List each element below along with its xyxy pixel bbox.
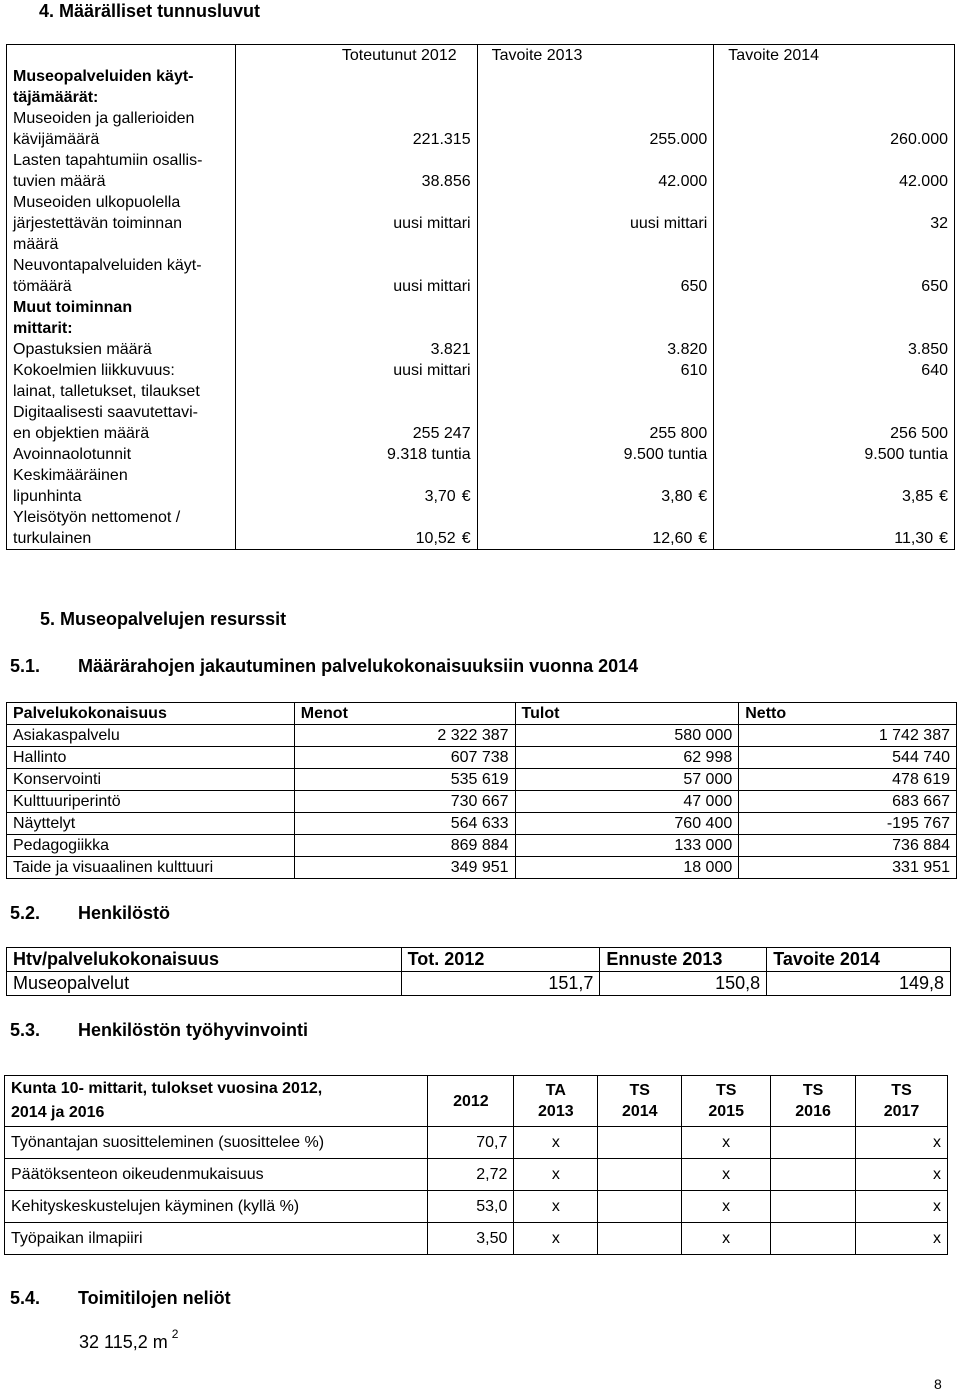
value-text: 9.500 tuntia: [864, 446, 948, 463]
value-text: uusi mittari: [393, 278, 471, 295]
value-text: 3,80: [661, 488, 693, 505]
value-cell: 150,8: [600, 972, 767, 996]
value-cell: x: [682, 1223, 771, 1255]
value-text: 12,60: [652, 530, 693, 547]
table-row: [7, 791, 957, 813]
value-cell: 70,7: [428, 1127, 514, 1159]
row-label: Museopalveluiden käyt- täjämäärät:: [7, 66, 236, 108]
value-cell: [714, 108, 955, 150]
value-cell: [477, 192, 714, 255]
euro-icon: €: [939, 488, 948, 505]
value-text: 32: [930, 215, 948, 232]
table-row: [7, 255, 955, 297]
value-cell: [235, 108, 477, 150]
row-label: Kulttuuriperintö: [7, 791, 295, 813]
value-cell: 133 000: [515, 835, 739, 857]
section-number: 5.4.: [10, 1288, 41, 1308]
value-cell: 349 951: [294, 857, 515, 879]
row-label: Museopalvelut: [7, 972, 402, 996]
value-cell: [771, 1127, 856, 1159]
value-text: 3.820: [667, 341, 708, 358]
value-cell: x: [514, 1127, 598, 1159]
value-cell: 478 619: [739, 769, 957, 791]
value-cell: x: [514, 1191, 598, 1223]
table-row: [7, 857, 957, 879]
value-text: 255 247: [412, 425, 471, 442]
section-title: Henkilöstön työhyvinvointi: [78, 1020, 309, 1040]
value-cell: 607 738: [294, 747, 515, 769]
header-label-line2: 2014 ja 2016: [11, 1104, 105, 1121]
section-title: Toimitilojen neliöt: [78, 1288, 231, 1308]
value-cell: [477, 339, 714, 360]
value-text: 256 500: [890, 425, 948, 442]
value-text: 610: [680, 362, 708, 379]
table-row: [7, 507, 955, 550]
floor-area-value: 32 115,2 m: [79, 1332, 168, 1352]
value-cell: [598, 1223, 682, 1255]
euro-icon: €: [698, 488, 708, 505]
section-5-1-heading: [10, 656, 638, 677]
row-label: Neuvontapalveluiden käyt- tömäärä: [7, 255, 236, 297]
value-cell: -195 767: [739, 813, 957, 835]
value-cell: [235, 297, 477, 339]
staff-table: [6, 947, 951, 996]
table-row: [7, 465, 955, 507]
header-label: [5, 1076, 428, 1127]
value-cell: x: [856, 1191, 948, 1223]
value-cell: 1 742 387: [739, 725, 957, 747]
section-5-4-heading: [10, 1288, 231, 1309]
floor-area: [79, 1327, 179, 1353]
value-cell: [477, 360, 714, 402]
value-text: 255.000: [649, 131, 708, 148]
column-header: TS 2016: [771, 1076, 856, 1127]
section-4-title: 4. Määrälliset tunnusluvut: [39, 1, 261, 21]
value-cell: 535 619: [294, 769, 515, 791]
table-row: [7, 769, 957, 791]
column-header: Tavoite 2014: [714, 45, 955, 67]
column-header: Menot: [294, 703, 515, 725]
row-label: Yleisötyön nettomenot / turkulainen: [7, 507, 236, 550]
value-cell: [598, 1159, 682, 1191]
value-cell: [477, 297, 714, 339]
value-cell: [714, 66, 955, 108]
value-cell: 2,72: [428, 1159, 514, 1191]
header-label-line1: Kunta 10- mittarit, tulokset vuosina 2012,: [11, 1080, 323, 1097]
value-cell: [477, 108, 714, 150]
table-row: [7, 297, 955, 339]
column-header: Tavoite 2014: [767, 948, 951, 972]
metrics-table: [6, 44, 955, 550]
value-cell: 564 633: [294, 813, 515, 835]
table-row: [7, 339, 955, 360]
value-cell: [235, 339, 477, 360]
value-text: 10,52: [415, 530, 456, 547]
budget-table: [6, 702, 957, 879]
section-number: 5.3.: [10, 1020, 41, 1040]
value-cell: 151,7: [401, 972, 600, 996]
value-cell: [477, 255, 714, 297]
table-row: [5, 1191, 948, 1223]
section-title: Määrärahojen jakautuminen palvelukokonaisuuksiin vuonna 2014: [78, 656, 639, 676]
value-text: 255 800: [649, 425, 708, 442]
row-label: Konservointi: [7, 769, 295, 791]
table-row: [7, 66, 955, 108]
value-cell: 149,8: [767, 972, 951, 996]
column-header: Netto: [739, 703, 957, 725]
floor-area-exponent: 2: [171, 1327, 179, 1341]
row-label: Taide ja visuaalinen kulttuuri: [7, 857, 295, 879]
table-row: [5, 1223, 948, 1255]
value-text: 650: [680, 278, 708, 295]
euro-icon: €: [461, 530, 471, 547]
value-cell: [714, 255, 955, 297]
value-text: 42.000: [899, 173, 948, 190]
value-cell: [235, 402, 477, 444]
value-cell: 53,0: [428, 1191, 514, 1223]
table-row: [7, 150, 955, 192]
value-text: uusi mittari: [393, 215, 471, 232]
table-row: [5, 1127, 948, 1159]
row-label: Näyttelyt: [7, 813, 295, 835]
column-header: Tulot: [515, 703, 739, 725]
value-cell: 736 884: [739, 835, 957, 857]
value-cell: [714, 402, 955, 444]
value-cell: 62 998: [515, 747, 739, 769]
value-text: 650: [921, 278, 948, 295]
column-header: TS 2017: [856, 1076, 948, 1127]
value-text: 221.315: [412, 131, 471, 148]
row-label: Päätöksenteon oikeudenmukaisuus: [5, 1159, 428, 1191]
column-header: Tavoite 2013: [477, 45, 714, 67]
table-row: [7, 192, 955, 255]
row-label: Hallinto: [7, 747, 295, 769]
value-cell: x: [682, 1159, 771, 1191]
column-header: Tot. 2012: [401, 948, 600, 972]
table-row: [7, 813, 957, 835]
table-row: [7, 402, 955, 444]
page-number: 8: [934, 1376, 942, 1392]
row-label: Kehityskeskustelujen käyminen (kyllä %): [5, 1191, 428, 1223]
value-cell: 47 000: [515, 791, 739, 813]
section-5-3-heading: [10, 1020, 308, 1041]
value-cell: [477, 150, 714, 192]
value-cell: [714, 150, 955, 192]
section-number: 5.1.: [10, 656, 41, 676]
value-cell: 580 000: [515, 725, 739, 747]
euro-icon: €: [698, 530, 708, 547]
value-cell: [477, 66, 714, 108]
value-cell: [714, 465, 955, 507]
row-label: Asiakaspalvelu: [7, 725, 295, 747]
row-label: Avoinnaolotunnit: [7, 444, 236, 465]
value-cell: 18 000: [515, 857, 739, 879]
row-label: Museoiden ja gallerioiden kävijämäärä: [7, 108, 236, 150]
section-title: Henkilöstö: [78, 903, 171, 923]
value-cell: [714, 192, 955, 255]
table-header-row: [5, 1076, 948, 1127]
value-cell: [477, 402, 714, 444]
value-cell: x: [856, 1159, 948, 1191]
column-header: TA 2013: [514, 1076, 598, 1127]
row-label: Lasten tapahtumiin osallis- tuvien määrä: [7, 150, 236, 192]
row-label: Kokoelmien liikkuvuus: lainat, talletukset, tilaukset: [7, 360, 236, 402]
column-header: TS 2014: [598, 1076, 682, 1127]
value-cell: [714, 360, 955, 402]
row-label: Keskimääräinen lipunhinta: [7, 465, 236, 507]
value-cell: [477, 507, 714, 550]
value-cell: x: [856, 1223, 948, 1255]
section-5-title: 5. Museopalvelujen resurssit: [40, 609, 287, 629]
euro-icon: €: [939, 530, 948, 547]
table-header-row: [7, 45, 955, 67]
value-text: 3.821: [430, 341, 471, 358]
value-text: uusi mittari: [393, 362, 471, 379]
column-header: Palvelukokonaisuus: [7, 703, 295, 725]
value-cell: 2 322 387: [294, 725, 515, 747]
row-label: Työnantajan suositteleminen (suosittelee %): [5, 1127, 428, 1159]
value-cell: x: [856, 1127, 948, 1159]
table-row: [7, 972, 951, 996]
value-cell: 57 000: [515, 769, 739, 791]
column-header: Ennuste 2013: [600, 948, 767, 972]
value-cell: [714, 297, 955, 339]
euro-icon: €: [461, 488, 471, 505]
column-header: Toteutunut 2012: [235, 45, 477, 67]
value-cell: [235, 360, 477, 402]
value-text: 42.000: [658, 173, 708, 190]
value-cell: [771, 1191, 856, 1223]
value-text: 11,30: [894, 530, 934, 547]
value-cell: [714, 444, 955, 465]
row-label: Museoiden ulkopuolella järjestettävän toiminnan määrä: [7, 192, 236, 255]
value-cell: [714, 339, 955, 360]
value-cell: [235, 255, 477, 297]
section-5-2-heading: [10, 903, 170, 924]
row-label: Digitaalisesti saavutettavi- en objektien määrä: [7, 402, 236, 444]
value-cell: 760 400: [515, 813, 739, 835]
table-row: [7, 725, 957, 747]
value-cell: x: [514, 1159, 598, 1191]
value-cell: x: [682, 1191, 771, 1223]
value-cell: [235, 192, 477, 255]
table-row: [5, 1159, 948, 1191]
table-row: [7, 444, 955, 465]
value-text: 3,70: [424, 488, 456, 505]
wellbeing-table: [4, 1075, 948, 1255]
value-text: 3,85: [901, 488, 934, 505]
value-cell: x: [682, 1127, 771, 1159]
value-cell: [771, 1223, 856, 1255]
value-cell: [235, 66, 477, 108]
value-cell: 331 951: [739, 857, 957, 879]
value-cell: [235, 507, 477, 550]
table-row: [7, 108, 955, 150]
table-row: [7, 360, 955, 402]
section-number: 5.2.: [10, 903, 41, 923]
value-text: 260.000: [890, 131, 948, 148]
value-text: 640: [921, 362, 948, 379]
value-cell: [235, 465, 477, 507]
value-cell: [477, 465, 714, 507]
table-row: [7, 835, 957, 857]
value-cell: [477, 444, 714, 465]
header-cell-empty: [7, 45, 236, 67]
column-header: Htv/palvelukokonaisuus: [7, 948, 402, 972]
value-cell: x: [514, 1223, 598, 1255]
value-cell: [714, 507, 955, 550]
value-cell: 869 884: [294, 835, 515, 857]
value-cell: 730 667: [294, 791, 515, 813]
value-cell: [598, 1127, 682, 1159]
value-cell: 3,50: [428, 1223, 514, 1255]
value-cell: [235, 444, 477, 465]
value-text: 9.318 tuntia: [386, 446, 471, 463]
table-row: [7, 747, 957, 769]
value-cell: [598, 1191, 682, 1223]
row-label: Työpaikan ilmapiiri: [5, 1223, 428, 1255]
value-text: uusi mittari: [629, 215, 708, 232]
column-header: TS 2015: [682, 1076, 771, 1127]
value-text: 9.500 tuntia: [623, 446, 708, 463]
row-label: Opastuksien määrä: [7, 339, 236, 360]
value-cell: [771, 1159, 856, 1191]
value-text: 38.856: [421, 173, 471, 190]
value-cell: [235, 150, 477, 192]
value-cell: 683 667: [739, 791, 957, 813]
row-label: Pedagogiikka: [7, 835, 295, 857]
value-text: 3.850: [907, 341, 948, 358]
row-label: Muut toiminnan mittarit:: [7, 297, 236, 339]
column-header: 2012: [428, 1076, 514, 1127]
value-cell: 544 740: [739, 747, 957, 769]
